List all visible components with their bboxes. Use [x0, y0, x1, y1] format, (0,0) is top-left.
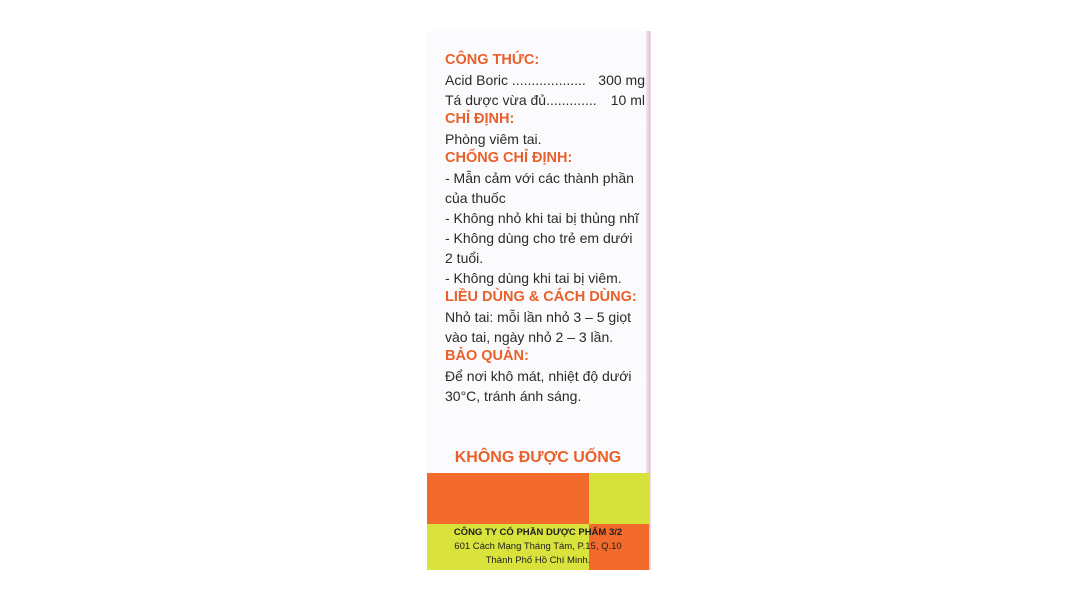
manufacturer-info	[427, 526, 649, 568]
label-text-block	[445, 51, 645, 406]
contraindication-line: - Không dùng cho trẻ em dưới	[445, 230, 633, 246]
company-address: 601 Cách Mạng Tháng Tám, P.15, Q.10	[454, 541, 622, 552]
formula-ingredient-1: Acid Boric ...................	[445, 72, 586, 88]
formula-ingredient-2: Tá dược vừa đủ.............	[445, 92, 597, 108]
lime-block	[589, 473, 649, 524]
contraindication-heading: CHỐNG CHỈ ĐỊNH:	[445, 150, 573, 166]
color-block-band	[427, 473, 649, 570]
contraindication-line: - Không nhỏ khi tai bị thủng nhĩ	[445, 210, 639, 226]
contraindication-line: - Không dùng khi tai bị viêm.	[445, 270, 622, 286]
company-name: CÔNG TY CỔ PHẦN DƯỢC PHẨM 3/2	[453, 527, 623, 538]
orange-block	[427, 473, 589, 524]
dosage-heading: LIỀU DÙNG & CÁCH DÙNG:	[445, 289, 637, 305]
contraindication-line: - Mẫn cảm với các thành phần	[445, 170, 634, 186]
storage-heading: BẢO QUẢN:	[445, 348, 529, 364]
formula-heading: CÔNG THỨC:	[445, 52, 540, 68]
storage-line: Để nơi khô mát, nhiệt độ dưới	[445, 368, 632, 384]
indication-text: Phòng viêm tai.	[445, 131, 542, 147]
indication-heading: CHỈ ĐỊNH:	[445, 111, 515, 127]
storage-line: 30°C, tránh ánh sáng.	[445, 388, 582, 404]
contraindication-line: 2 tuổi.	[445, 250, 484, 266]
contraindication-line: của thuốc	[445, 190, 506, 206]
company-city: Thành Phố Hồ Chí Minh.	[485, 555, 591, 566]
formula-amount-2: 10 ml	[610, 92, 645, 108]
dosage-line: Nhỏ tai: mỗi lần nhỏ 3 – 5 giọt	[445, 309, 632, 325]
formula-row-excipient	[445, 90, 645, 110]
dosage-line: vào tai, ngày nhỏ 2 – 3 lần.	[445, 329, 614, 345]
medicine-box-side-panel	[427, 31, 649, 570]
not-for-oral-use-warning: KHÔNG ĐƯỢC UỐNG	[454, 449, 622, 466]
formula-row-acid-boric	[445, 70, 645, 90]
formula-amount-1: 300 mg	[598, 72, 645, 88]
